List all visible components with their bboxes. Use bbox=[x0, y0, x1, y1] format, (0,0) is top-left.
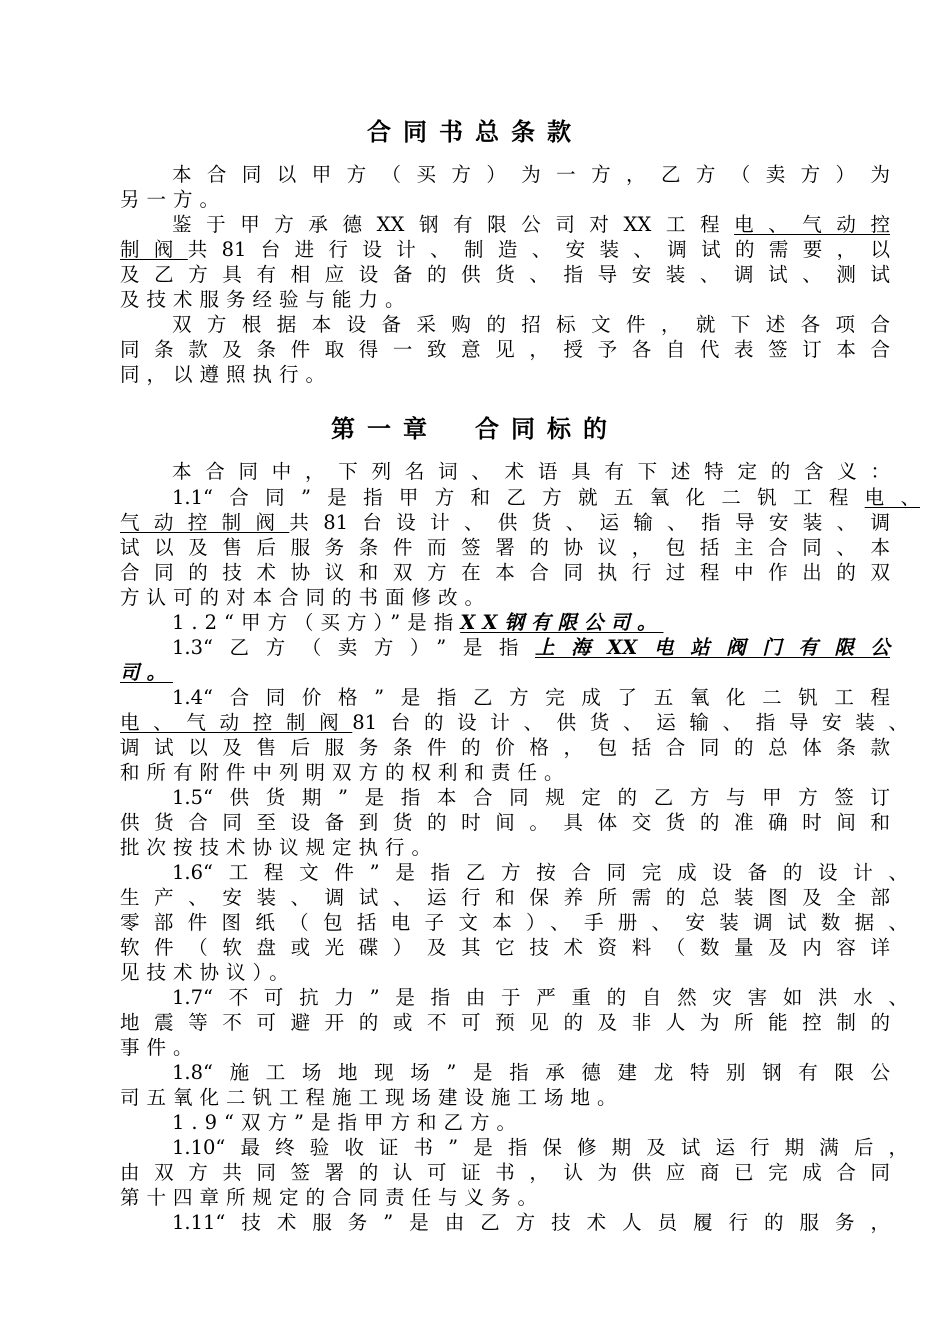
paragraph-line: 电、气动控制阀81台的设计、供货、运输、指导安装、 bbox=[120, 711, 908, 734]
paragraph-line: 1.6“工程文件”是指乙方按合同完成设备的设计、 bbox=[172, 861, 908, 884]
paragraph-line: 同条款及条件取得一致意见，授予各自代表签订本合 bbox=[120, 338, 890, 361]
paragraph-line: 第十四章所规定的合同责任与义务。 bbox=[120, 1186, 545, 1209]
paragraph-line: 1.4“合同价格”是指乙方完成了五氧化二钒工程 bbox=[172, 686, 890, 709]
paragraph-line: 1.7“不可抗力”是指由于严重的自然灾害如洪水、 bbox=[172, 986, 908, 1009]
paragraph-line: 软件（软盘或光碟）及其它技术资料（数量及内容详 bbox=[120, 936, 890, 959]
underlined-term: 电、气动控 bbox=[734, 213, 890, 236]
paragraph-line: 试以及售后服务条件而签署的协议，包括主合同、本 bbox=[120, 536, 890, 559]
paragraph-line: 1.2“甲方（买方）”是指XX钢有限公司。 bbox=[172, 611, 664, 634]
paragraph-line: 另一方。 bbox=[120, 188, 227, 211]
underlined-term: 电、气动控制阀 bbox=[120, 711, 353, 734]
paragraph-line bbox=[120, 660, 890, 685]
paragraph-line: 本合同中，下列名词、术语具有下述特定的含义： bbox=[172, 460, 890, 483]
party-b-name-cont: 司。 bbox=[120, 661, 174, 684]
paragraph-line: 鉴于甲方承德XX钢有限公司对XX工程电、气动控 bbox=[172, 213, 890, 236]
paragraph-line: 零部件图纸（包括电子文本）、手册、安装调试数据、 bbox=[120, 911, 908, 934]
paragraph-line: 本合同以甲方（买方）为一方，乙方（卖方）为 bbox=[172, 163, 890, 186]
paragraph-line: 供货合同至设备到货的时间。具体交货的准确时间和 bbox=[120, 811, 890, 834]
paragraph-line: 制阀共81台进行设计、制造、安装、调试的需要，以 bbox=[120, 238, 890, 261]
paragraph-line: 1.10“最终验收证书”是指保修期及试运行期满后， bbox=[172, 1136, 908, 1159]
party-b-name: 上海XX电站阀门有限公 bbox=[535, 636, 891, 659]
paragraph-line: 及乙方具有相应设备的供货、指导安装、调试、测试 bbox=[120, 263, 890, 286]
underlined-term: 制阀 bbox=[120, 238, 188, 261]
document-title: 合同书总条款 bbox=[367, 117, 583, 146]
paragraph-line: 见技术协议）。 bbox=[120, 961, 296, 984]
underlined-term: 气动控制阀 bbox=[120, 511, 290, 534]
paragraph-line: 合同的技术协议和双方在本合同执行过程中作出的双 bbox=[120, 561, 890, 584]
paragraph-line: 方认可的对本合同的书面修改。 bbox=[120, 586, 492, 609]
paragraph-line: 同，以遵照执行。 bbox=[120, 363, 333, 386]
paragraph-line: 气动控制阀共81台设计、供货、运输、指导安装、调 bbox=[120, 511, 890, 534]
underlined-term: 电、 bbox=[864, 486, 920, 509]
paragraph-line: 司五氧化二钒工程施工现场建设施工场地。 bbox=[120, 1086, 624, 1109]
chapter-title: 第一章 合同标的 bbox=[331, 414, 619, 443]
paragraph-line: 和所有附件中列明双方的权利和责任。 bbox=[120, 761, 571, 784]
paragraph-line: 1.3“乙方（卖方）”是指上海XX电站阀门有限公 bbox=[172, 636, 891, 659]
paragraph-line: 1.5“供货期”是指本合同规定的乙方与甲方签订 bbox=[172, 786, 890, 809]
paragraph-line: 由双方共同签署的认可证书，认为供应商已完成合同 bbox=[120, 1161, 890, 1184]
paragraph-line: 及技术服务经验与能力。 bbox=[120, 288, 412, 311]
party-a-name: XX钢有限公司。 bbox=[460, 611, 664, 634]
paragraph-line: 1.11“技术服务”是由乙方技术人员履行的服务， bbox=[172, 1211, 890, 1234]
paragraph-line: 双方根据本设备采购的招标文件，就下述各项合 bbox=[172, 313, 890, 336]
paragraph-line: 1.1“合同”是指甲方和乙方就五氧化二钒工程电、 bbox=[172, 486, 920, 509]
paragraph-line: 1.9“双方”是指甲方和乙方。 bbox=[172, 1111, 523, 1134]
paragraph-line: 1.8“施工场地现场”是指承德建龙特别钢有限公 bbox=[172, 1061, 890, 1084]
paragraph-line: 生产、安装、调试、运行和保养所需的总装图及全部 bbox=[120, 886, 890, 909]
paragraph-line: 事件。 bbox=[120, 1036, 200, 1059]
paragraph-line: 调试以及售后服务条件的价格，包括合同的总体条款 bbox=[120, 736, 890, 759]
paragraph-line: 批次按技术协议规定执行。 bbox=[120, 836, 439, 859]
paragraph-line: 地震等不可避开的或不可预见的及非人为所能控制的 bbox=[120, 1011, 890, 1034]
